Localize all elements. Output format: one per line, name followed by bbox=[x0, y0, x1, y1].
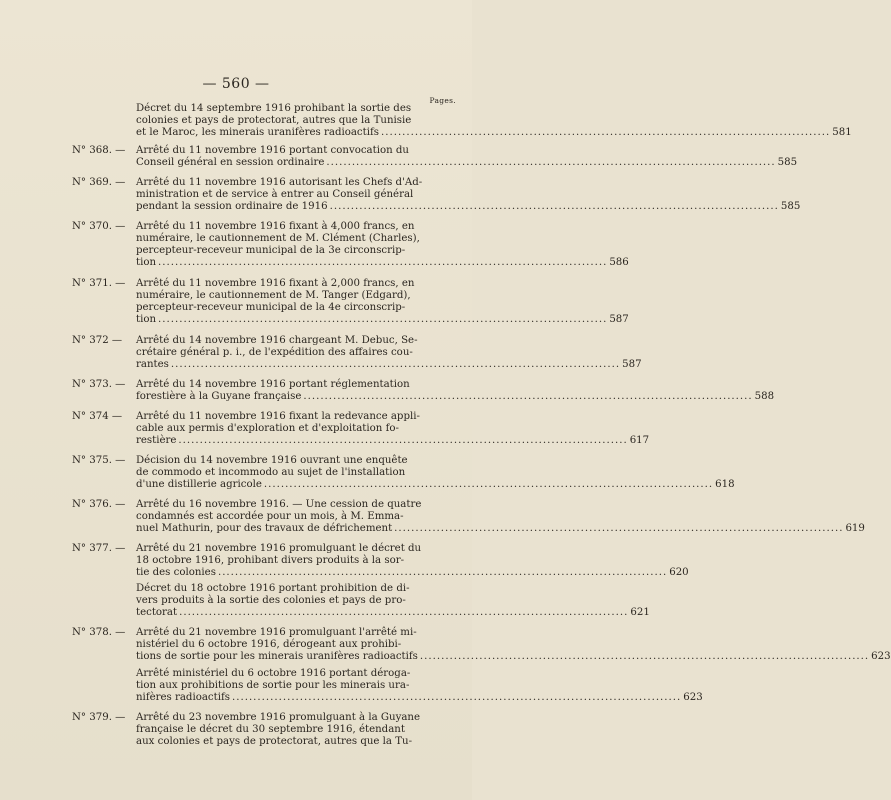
toc-entry bbox=[0, 411, 650, 447]
entry-number: N° 379. — bbox=[72, 712, 126, 723]
entry-text bbox=[136, 221, 629, 269]
page-reference: 587 bbox=[609, 314, 629, 325]
entry-line: nistériel du 6 octobre 1916, dérogeant aux prohibi- bbox=[136, 639, 402, 650]
page-reference: 620 bbox=[669, 567, 689, 578]
entry-last-line bbox=[136, 359, 642, 371]
toc-entry bbox=[0, 278, 629, 326]
entry-number: N° 378. — bbox=[72, 627, 126, 638]
entry-line: numéraire, le cautionnement de M. Tanger (Edgard), bbox=[136, 290, 411, 301]
entry-text bbox=[136, 583, 650, 619]
dot-leader bbox=[232, 692, 681, 704]
entry-line: Décision du 14 novembre 1916 ouvrant une enquête bbox=[136, 455, 408, 466]
entry-last-text: tion bbox=[136, 257, 157, 268]
dot-leader bbox=[264, 479, 713, 491]
entry-line: Arrêté du 14 novembre 1916 portant réglementation bbox=[136, 379, 410, 390]
dot-leader bbox=[303, 391, 752, 403]
dot-leader bbox=[178, 435, 627, 447]
pages-column-label: Pages. bbox=[429, 96, 456, 105]
entry-last-text: forestière à la Guyane française bbox=[136, 391, 302, 402]
entry-line: Arrêté du 14 novembre 1916 chargeant M. Debuc, Se- bbox=[136, 335, 418, 346]
entry-number: N° 368. — bbox=[72, 145, 126, 156]
toc-entry bbox=[0, 379, 775, 403]
entry-last-line bbox=[136, 127, 852, 139]
entry-number: N° 369. — bbox=[72, 177, 126, 188]
entry-line: 18 octobre 1916, prohibant divers produits à la sor- bbox=[136, 555, 405, 566]
entry-line: Arrêté du 21 novembre 1916 promulguant le décret du bbox=[136, 543, 422, 554]
entry-last-text: tions de sortie pour les minerais uranifères radioactifs bbox=[136, 651, 418, 662]
page-reference: 587 bbox=[622, 359, 642, 370]
page-reference: 623 bbox=[683, 692, 703, 703]
entry-text bbox=[136, 499, 865, 535]
entry-last-line bbox=[136, 651, 891, 663]
toc-entry bbox=[0, 627, 891, 663]
entry-line: cable aux permis d'exploration et d'exploitation fo- bbox=[136, 423, 399, 434]
entry-last-line bbox=[136, 567, 689, 579]
entry-text bbox=[136, 335, 642, 371]
entry-text bbox=[136, 379, 775, 403]
dot-leader bbox=[326, 157, 775, 169]
entry-last-line bbox=[136, 157, 798, 169]
entry-line: Arrêté du 11 novembre 1916 autorisant les Chefs d'Ad- bbox=[136, 177, 423, 188]
toc-entry bbox=[0, 221, 629, 269]
entry-text bbox=[136, 145, 798, 169]
page-reference: 585 bbox=[780, 201, 801, 212]
page-reference: 617 bbox=[629, 435, 650, 446]
entry-line: Décret du 14 septembre 1916 prohibant la sortie des bbox=[136, 103, 412, 114]
entry-last-text: Conseil général en session ordinaire bbox=[136, 157, 325, 168]
entry-last-text: tie des colonies bbox=[136, 567, 216, 578]
dot-leader bbox=[179, 607, 628, 619]
dot-leader bbox=[158, 314, 607, 326]
entry-last-text: et le Maroc, les minerais uranifères radioactifs bbox=[136, 127, 379, 138]
dot-leader bbox=[394, 523, 843, 535]
toc-entry bbox=[0, 145, 798, 169]
page-reference: 621 bbox=[630, 607, 650, 618]
entry-line: numéraire, le cautionnement de M. Clément (Charles), bbox=[136, 233, 420, 244]
entry-text bbox=[136, 177, 801, 213]
entry-last-text: d'une distillerie agricole bbox=[136, 479, 262, 490]
dot-leader bbox=[381, 127, 830, 139]
entry-line: Arrêté du 16 novembre 1916. — Une cession de quatre bbox=[136, 499, 422, 510]
page-reference: 623 bbox=[871, 651, 891, 662]
entry-line: Arrêté du 11 novembre 1916 fixant à 4,000 francs, en bbox=[136, 221, 415, 232]
entry-text bbox=[136, 455, 735, 491]
entry-line: Arrêté du 11 novembre 1916 fixant à 2,000 francs, en bbox=[136, 278, 415, 289]
entry-line: aux colonies et pays de protectorat, autres que la Tu- bbox=[136, 736, 413, 747]
page-reference: 581 bbox=[832, 127, 852, 138]
entry-number: N° 375. — bbox=[72, 455, 126, 466]
entry-last-line bbox=[136, 314, 629, 326]
entry-line: Arrêté du 11 novembre 1916 fixant la redevance appli- bbox=[136, 411, 420, 422]
entry-line: percepteur-receveur municipal de la 3e circonscrip- bbox=[136, 245, 406, 256]
page-reference: 618 bbox=[715, 479, 735, 490]
entry-line: Arrêté du 23 novembre 1916 promulguant à la Guyane bbox=[136, 712, 421, 723]
entry-line: Arrêté du 11 novembre 1916 portant convocation du bbox=[136, 145, 409, 156]
dot-leader bbox=[330, 201, 779, 213]
entry-last-text: nuel Mathurin, pour des travaux de défrichement bbox=[136, 523, 393, 534]
entry-line: Décret du 18 octobre 1916 portant prohibition de di- bbox=[136, 583, 410, 594]
entry-number: N° 373. — bbox=[72, 379, 126, 390]
entry-last-line bbox=[136, 523, 865, 535]
page-reference: 586 bbox=[609, 257, 629, 268]
entry-number: N° 376. — bbox=[72, 499, 126, 510]
entry-number: N° 371. — bbox=[72, 278, 126, 289]
toc-entry bbox=[0, 177, 801, 213]
entry-number: N° 370. — bbox=[72, 221, 126, 232]
entry-last-line bbox=[136, 201, 801, 213]
entry-line: Arrêté du 21 novembre 1916 promulguant l'arrêté mi- bbox=[136, 627, 417, 638]
toc-entry bbox=[0, 103, 852, 139]
entry-line: colonies et pays de protectorat, autres que la Tunisie bbox=[136, 115, 412, 126]
entry-line: Arrêté ministériel du 6 octobre 1916 portant déroga- bbox=[136, 668, 411, 679]
page-number: — 560 — bbox=[202, 76, 270, 92]
entry-number: N° 374 — bbox=[72, 411, 123, 422]
entry-text bbox=[136, 411, 650, 447]
entry-last-text: tectorat bbox=[136, 607, 178, 618]
table-of-contents bbox=[0, 103, 891, 748]
dot-leader bbox=[218, 567, 667, 579]
entry-text bbox=[136, 712, 458, 748]
page-reference: 588 bbox=[754, 391, 775, 402]
entry-last-line bbox=[136, 692, 703, 704]
dot-leader bbox=[158, 257, 607, 269]
page-reference: 585 bbox=[777, 157, 798, 168]
toc-entry bbox=[0, 335, 642, 371]
toc-entry bbox=[0, 668, 703, 704]
entry-last-text: tion bbox=[136, 314, 157, 325]
entry-last-text: restière bbox=[136, 435, 177, 446]
entry-line: tion aux prohibitions de sortie pour les minerais ura- bbox=[136, 680, 410, 691]
entry-line: vers produits à la sortie des colonies et pays de pro- bbox=[136, 595, 406, 606]
entry-line: crétaire général p. i., de l'expédition des affaires cou- bbox=[136, 347, 413, 358]
entry-line: ministration et de service à entrer au Conseil général bbox=[136, 189, 414, 200]
entry-line: de commodo et incommodo au sujet de l'installation bbox=[136, 467, 406, 478]
entry-text bbox=[136, 668, 703, 704]
entry-number: N° 377. — bbox=[72, 543, 126, 554]
entry-last-text: nifères radioactifs bbox=[136, 692, 230, 703]
entry-line: condamnés est accordée pour un mois, à M. Emma- bbox=[136, 511, 404, 522]
entry-line: percepteur-receveur municipal de la 4e circonscrip- bbox=[136, 302, 406, 313]
entry-last-line bbox=[136, 479, 735, 491]
entry-last-line bbox=[136, 257, 629, 269]
entry-last-line bbox=[136, 435, 650, 447]
toc-entry bbox=[0, 583, 650, 619]
page-reference: 619 bbox=[845, 523, 865, 534]
entry-last-line bbox=[136, 607, 650, 619]
entry-text bbox=[136, 103, 852, 139]
entry-line: française le décret du 30 septembre 1916, étendant bbox=[136, 724, 405, 735]
entry-last-text: pendant la session ordinaire de 1916 bbox=[136, 201, 328, 212]
toc-entry bbox=[0, 712, 472, 748]
toc-entry bbox=[0, 499, 865, 535]
entry-text bbox=[136, 627, 891, 663]
entry-last-text: rantes bbox=[136, 359, 169, 370]
toc-entry bbox=[0, 455, 735, 491]
entry-number: N° 372 — bbox=[72, 335, 123, 346]
entry-last-line bbox=[136, 391, 775, 403]
dot-leader bbox=[171, 359, 620, 371]
entry-text bbox=[136, 543, 689, 579]
toc-entry bbox=[0, 543, 689, 579]
entry-text bbox=[136, 278, 629, 326]
dot-leader bbox=[420, 651, 869, 663]
